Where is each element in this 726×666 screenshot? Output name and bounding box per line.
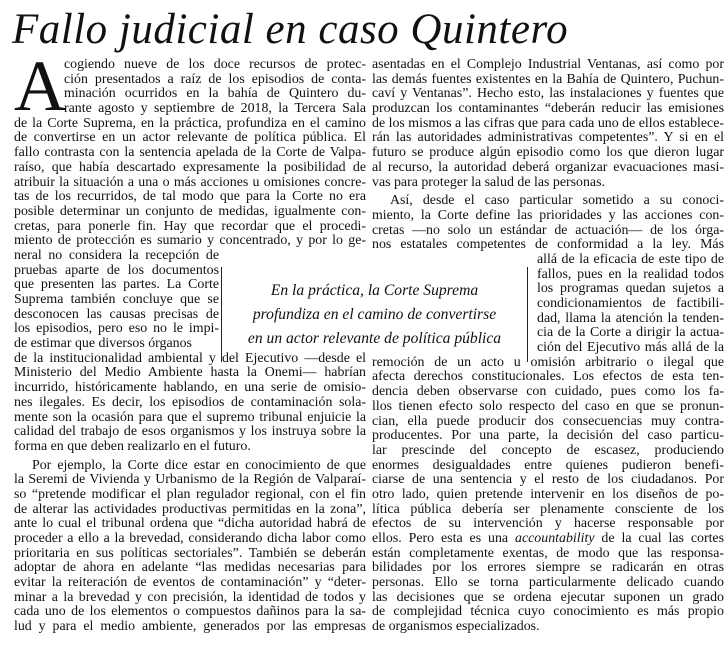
- text-line: ción del Ejecutivo más allá de la: [537, 341, 724, 356]
- article-title: Fallo judicial en caso Quintero: [12, 6, 569, 53]
- text-line: la Seremi de Vivienda y Urbanismo de la Región de Valparaí-: [14, 473, 366, 488]
- text-line: los episodios, pero eso no le impi-: [14, 322, 219, 337]
- text-line: cretas —no solo un estándar de actuación— de los órga-: [372, 223, 724, 238]
- text-line: nes ilegales. Es decir, los episodios de contaminación sola-: [14, 395, 366, 410]
- text-line: adoptar de ahora en adelante “las medidas necesarias para: [14, 561, 366, 576]
- text-line: cada uno de los elementos o compuestos dañinos para la sa-: [14, 605, 366, 620]
- text-line: de la institucionalidad ambiental y del Ejecutivo —desde el: [14, 351, 366, 366]
- text-line: afecta derechos constitucionales. Los efectos de esta ten-: [372, 370, 724, 385]
- pull-quote: [221, 267, 528, 362]
- text-line: al recurso, la autoridad deberá organizar evacuaciones masi-: [372, 160, 724, 175]
- text-line: posible determinar un conjunto de medidas, igualmente con-: [14, 204, 366, 219]
- text-line: futuro se produce algún episodio como los que dieron lugar: [372, 146, 724, 161]
- text-line: so “pretende modificar el plan regulador regional, con el fin: [14, 487, 366, 502]
- text-line: ante lo cual el tribunal ordena que “dicha autoridad habrá de: [14, 517, 366, 532]
- text-line: lítica pública debería ser plenamente consciente de los: [372, 502, 724, 517]
- text-line: pruebas aparte de los documentos: [14, 263, 219, 278]
- text-line: neral no considera la recepción de: [14, 248, 219, 263]
- text-line: calidad del trabajo de esos organismos y los instruya sobre la: [14, 425, 366, 440]
- text-line: lud y para el medio ambiente, generados por las empresas: [14, 620, 366, 635]
- text-line: dencia deben observarse con cuidado, pues como los fa-: [372, 385, 724, 400]
- text-line: nos estatales competentes de conformidad a la ley. Más: [372, 238, 724, 253]
- text-line: miento de protección es sumario y concentrado, y por lo ge-: [14, 234, 366, 249]
- text-line: mente son la ocasión para que el supremo tribunal enjuicie la: [14, 410, 366, 425]
- text-line: fallos, pues en la realidad todos: [537, 267, 724, 282]
- text-line: incurrido, históricamente hablando, en una serie de omisio-: [14, 381, 366, 396]
- text-line: condicionamientos de factibili-: [537, 297, 724, 311]
- text-line: rante agosto y septiembre de 2018, la Tercera Sala: [64, 102, 366, 117]
- text-line: cogiendo nueve de los doce recursos de protec-: [64, 58, 366, 72]
- text-line: caví y Ventanas”. Hecho esto, las instalaciones y fuentes que: [372, 87, 724, 102]
- text-line: de alterar las actividades productivas permitidas en la zona”,: [14, 502, 366, 517]
- italic-term: accountability: [515, 532, 595, 546]
- text-line: allá de la eficacia de este tipo de: [537, 252, 724, 267]
- text-line: de organismos especializados.: [372, 620, 540, 635]
- text-line: los programas quedan sujetos a: [537, 282, 724, 297]
- text-line: desconocen las causas precisas de: [14, 307, 219, 322]
- text-line: ellos. Pero esta es una accountability de la cual las cortes: [372, 532, 724, 546]
- text-line: rán las autoridades administrativas competentes”. Y si en el: [372, 131, 724, 146]
- text-line: forma en que deben realizarlo en el futuro.: [14, 439, 251, 454]
- text-line: de estimar que diversos órganos: [14, 337, 192, 352]
- text-line: ciarse de una sentencia y el resto de los ciudadanos. Por: [372, 473, 724, 488]
- text-line: las demás fuentes existentes en la Bahía de Quintero, Puchun-: [372, 72, 724, 87]
- text-line: que presenten las partes. La Corte: [14, 278, 219, 293]
- text-line: prioritaria en sus políticas sectoriales”. También se deberán: [14, 546, 366, 561]
- text-line: producentes. Por una parte, la decisión del caso particu-: [372, 429, 724, 444]
- text-line: vas para proteger la salud de las personas.: [372, 175, 605, 190]
- text-line: atribuir la situación a una o más acciones u omisiones concre-: [14, 175, 366, 190]
- text-line: asentadas en el Complejo Industrial Ventanas, así como por: [372, 58, 724, 72]
- pull-quote-line: En la práctica, la Corte Suprema: [270, 281, 479, 299]
- text-line: de la Corte Suprema, en la práctica, profundiza en el camino: [14, 116, 366, 131]
- text-line: bilidades por los errores siempre se radicarán en otras: [372, 561, 724, 576]
- text-line: Ministerio del Medio Ambiente hasta la Onemi— habrían: [14, 366, 366, 381]
- pull-quote-line: en un actor relevante de política pública: [247, 329, 502, 347]
- text-line: cretas, para ponerle fin. Hay que recordar que el procedi-: [14, 219, 366, 234]
- text-line: Así, desde el caso particular sometido a su conoci-: [390, 194, 724, 209]
- text-line: están completamente exentas, de modo que las responsa-: [372, 546, 724, 561]
- text-line: otro lado, quien pretende intervenir en los diseños de po-: [372, 487, 724, 502]
- text-line: cian, ella puede producir dos consecuencias muy contra-: [372, 414, 724, 429]
- text-line: minar a la brevedad y con precisión, la identidad de todos y: [14, 590, 366, 605]
- text-line: cia de la Corte a dirigir la actua-: [537, 326, 724, 341]
- text-line: miento, la Corte define las prioridades y las acciones con-: [372, 208, 724, 223]
- text-line: llos tienen efecto solo respecto del caso en que se pronun-: [372, 399, 724, 414]
- text-line: las decisiones que se ordena ejecutar suponen un grado: [372, 590, 724, 605]
- text-line: tas de los recurridos, de tal modo que para la Corte no era: [14, 190, 366, 205]
- text-line: Por ejemplo, la Corte dice estar en conocimiento de que: [32, 458, 366, 473]
- text-line: Suprema también concluye que se: [14, 293, 219, 307]
- text-line: de complejidad técnica cuyo conocimiento es más propio: [372, 605, 724, 620]
- text-line: raíso, que había descartado expresamente la posibilidad de: [14, 160, 366, 175]
- text-line: remoción de un acto u omisión arbitrario o ilegal que: [372, 355, 724, 370]
- text-line: dad, llama la atención la tenden-: [537, 311, 724, 326]
- text-line: personas. Ello se torna particularmente delicado cuando: [372, 576, 724, 591]
- drop-cap: A: [14, 46, 66, 126]
- text-line: ción presentados a raíz de los episodios de conta-: [64, 72, 366, 87]
- text-line: evitar la reiteración de eventos de contaminación” y “deter-: [14, 576, 366, 591]
- text-line: produzcan los contaminantes “deberán reducir las emisiones: [372, 102, 724, 117]
- text-line: de los mismos a las cifras que para cada uno de ellos establece-: [372, 116, 724, 131]
- text-line: de convertirse en un actor relevante de política pública. El: [14, 131, 366, 146]
- text-line: lar prescinde del concepto de escasez, produciendo: [372, 443, 724, 458]
- text-line: enormes desigualdades entre quienes pudieron benefi-: [372, 458, 724, 473]
- text-line: efectos de su intervención y hacerse responsable por: [372, 517, 724, 532]
- pull-quote-line: profundiza en el camino de convertirse: [252, 305, 497, 323]
- text-line: proceder a ello a la brevedad, considerando dicha labor como: [14, 532, 366, 546]
- text-line: fallo contrasta con la sentencia apelada de la Corte de Valpa-: [14, 146, 366, 161]
- text-line: minación ocurridos en la bahía de Quintero du-: [64, 87, 366, 102]
